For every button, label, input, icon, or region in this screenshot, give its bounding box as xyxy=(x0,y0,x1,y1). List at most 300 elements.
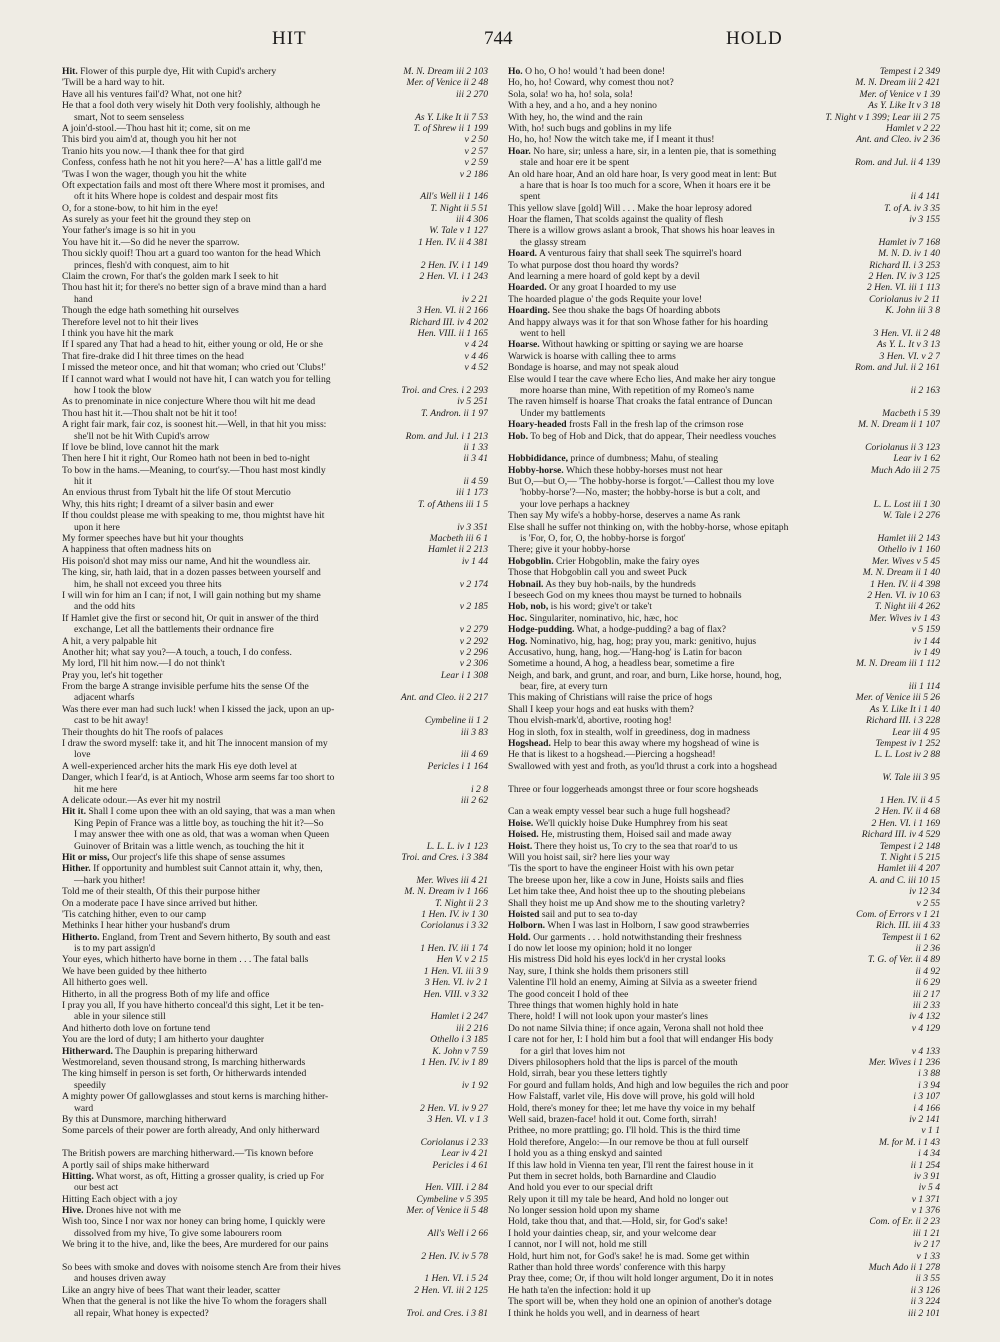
quotation-text: From the barge A strange invisible perfume hits the sense Of the xyxy=(62,681,309,693)
concordance-line xyxy=(508,681,940,692)
right-column xyxy=(508,66,940,1322)
quotation-text: I will win for him an I can; if not, I will gain nothing but my shame xyxy=(62,589,321,601)
quotation-text: Hitting Each object with a joy xyxy=(62,1193,178,1205)
concordance-line xyxy=(62,1182,488,1193)
quotation-text: Then say My wife's a hobby-horse, deserves a name As rank xyxy=(508,510,741,522)
play-reference: iv 3 155 xyxy=(909,214,940,226)
quotation-text: All hitherto goes well. xyxy=(62,977,148,989)
quotation-text: Well said, brazen-face! hold it out. Come forth, sirrah! xyxy=(508,1113,717,1125)
quotation-text: No longer session hold upon my shame xyxy=(508,1205,660,1217)
play-reference: Hamlet v 2 22 xyxy=(885,122,940,134)
quotation-text: This yellow slave [gold] Will . . . Make the hoar leprosy adored xyxy=(508,202,752,214)
concordance-line xyxy=(62,339,488,350)
play-reference: Tempest i 2 148 xyxy=(879,840,940,852)
play-reference: T. of Shrew ii 1 199 xyxy=(413,122,488,134)
concordance-line xyxy=(62,362,488,373)
play-reference: v 4 46 xyxy=(464,350,488,362)
concordance-line xyxy=(62,1194,488,1205)
play-reference: iv 2 21 xyxy=(461,293,488,305)
concordance-line xyxy=(62,590,488,601)
play-reference: ii 3 126 xyxy=(910,1284,940,1296)
headword: Holborn. xyxy=(508,920,546,932)
concordance-line xyxy=(508,875,940,886)
concordance-line xyxy=(508,852,940,863)
quotation-text: I may answer thee with one as old, that was a woman when Queen xyxy=(74,829,330,841)
play-reference: i 2 8 xyxy=(470,783,488,795)
concordance-line xyxy=(508,1057,940,1068)
play-reference: Hamlet iii 4 207 xyxy=(877,863,940,875)
headword: Ho. xyxy=(508,66,523,77)
quotation-text: Confess, confess hath he not hit you here?—A' has a little gall'd me xyxy=(62,157,322,169)
quotation-text: 'Twill be a hard way to hit. xyxy=(62,77,165,89)
headword: Hitherward. xyxy=(62,1045,113,1057)
quotation-text: Ho, ho, ho! Now the witch take me, if I meant it thus! xyxy=(508,134,715,146)
play-reference: Lear iv 4 21 xyxy=(441,1148,488,1160)
concordance-line xyxy=(62,146,488,157)
quotation-text: There, hold! I will not look upon your master's lines xyxy=(508,1011,708,1023)
quotation-text: To what purpose dost thou hoard thy words? xyxy=(508,259,679,271)
quotation-text: I cannot, nor I will not, hold me still xyxy=(508,1239,648,1251)
concordance-line xyxy=(508,977,940,988)
concordance-line xyxy=(62,180,488,191)
play-reference: Cymbeline v 5 395 xyxy=(416,1193,488,1205)
play-reference: 2 Hen. VI. iv 9 27 xyxy=(420,1102,488,1114)
quotation-text: Hoar the flamen, That scolds against the quality of flesh xyxy=(508,214,724,226)
play-reference: v 1 376 xyxy=(911,1205,940,1217)
concordance-line xyxy=(62,556,488,567)
concordance-line xyxy=(62,66,488,77)
quotation-text: Hoar. No hare, sir; unless a hare, sir, in a lenten pie, that is something xyxy=(508,145,777,157)
concordance-line xyxy=(62,1000,488,1011)
headword: Hoard. xyxy=(508,248,538,260)
quotation-text: —hark you hither! xyxy=(74,874,146,886)
concordance-line xyxy=(508,157,940,168)
play-reference: T. of Athens iii 1 5 xyxy=(417,498,488,510)
quotation-text: Pray thee, come; Or, if thou wilt hold longer argument, Do it in notes xyxy=(508,1273,774,1285)
concordance-line xyxy=(508,863,940,874)
concordance-line xyxy=(508,886,940,897)
quotation-text: she'll not be hit With Cupid's arrow xyxy=(74,430,210,442)
concordance-line xyxy=(62,1046,488,1057)
quotation-text: We have been guided by thee hitherto xyxy=(62,965,207,977)
concordance-line xyxy=(62,396,488,407)
play-reference: iii 1 173 xyxy=(456,487,488,499)
concordance-line xyxy=(508,1023,940,1034)
concordance-line xyxy=(508,328,940,339)
play-reference: Richard III. i 3 228 xyxy=(866,715,940,727)
play-reference: Mer. Wives iv 1 43 xyxy=(869,612,940,624)
concordance-line xyxy=(508,487,940,498)
quotation-text: Nay, sure, I think she holds them prisoners still xyxy=(508,965,689,977)
concordance-line xyxy=(508,248,940,259)
quotation-text: A hit, a very palpable hit xyxy=(62,635,157,647)
quotation-text: spent xyxy=(520,191,541,203)
concordance-line xyxy=(62,749,488,760)
quotation-text: With hey, ho, the wind and the rain xyxy=(508,111,643,123)
quotation-text: Some parcels of their power are forth already, And only hitherward xyxy=(62,1125,320,1137)
quotation-text: 'Twas I won the wager, though you hit the white xyxy=(62,168,247,180)
headword: Hobbididance, xyxy=(508,453,568,465)
play-reference: M. N. D. iv 1 40 xyxy=(878,248,940,260)
concordance-line xyxy=(62,203,488,214)
play-reference: v 4 24 xyxy=(464,339,488,351)
play-reference: K. John iii 3 8 xyxy=(885,305,940,317)
concordance-line xyxy=(62,1296,488,1307)
play-reference: Othello i 3 185 xyxy=(430,1034,488,1046)
quotation-text: I pray you all, If you have hitherto conceal'd this sight, Let it be ten- xyxy=(62,1000,324,1012)
quotation-text: ward xyxy=(74,1102,94,1114)
quotation-text: With a hey, and a ho, and a hey nonino xyxy=(508,100,657,112)
concordance-line xyxy=(62,784,488,795)
quotation-text: Hive. Drones hive not with me xyxy=(62,1205,181,1217)
play-reference: 2 Hen. VI. iii 2 125 xyxy=(414,1284,488,1296)
concordance-line xyxy=(62,248,488,259)
concordance-line xyxy=(62,191,488,202)
concordance-line xyxy=(62,282,488,293)
quotation-text: There; give it your hobby-horse xyxy=(508,544,631,556)
concordance-line xyxy=(508,613,940,624)
play-reference: L. L. L. iv 1 123 xyxy=(426,840,488,852)
concordance-line xyxy=(508,567,940,578)
play-reference: Pericles i 1 164 xyxy=(427,760,488,772)
concordance-line xyxy=(62,704,488,715)
concordance-line xyxy=(62,260,488,271)
play-reference: T. Night i 5 215 xyxy=(880,851,940,863)
quotation-text: If Hamlet give the first or second hit, Or quit in answer of the third xyxy=(62,612,319,624)
headword: Hobby-horse. xyxy=(508,464,564,476)
quotation-text: Can a weak empty vessel bear such a huge full hogshead? xyxy=(508,806,731,818)
quotation-text: Swallowed with yest and froth, as you'ld thrust a cork into a hogshead xyxy=(508,760,777,772)
headword: Hitting. xyxy=(62,1170,94,1182)
concordance-line xyxy=(62,1251,488,1262)
quotation-text: I do now let loose my opinion; hold it no longer xyxy=(508,943,692,955)
concordance-line xyxy=(508,431,940,442)
quotation-text: The king himself in person is set forth, Or hitherwards intended xyxy=(62,1068,307,1080)
quotation-text: Another hit; what say you?—A touch, a touch, I do confess. xyxy=(62,646,292,658)
concordance-line xyxy=(508,351,940,362)
concordance-line xyxy=(508,590,940,601)
concordance-line xyxy=(508,1308,940,1319)
header-left-headword: HIT xyxy=(272,28,307,49)
play-reference: Hamlet iii 2 143 xyxy=(877,533,940,545)
play-reference: Coriolanus ii 3 123 xyxy=(865,441,940,453)
play-reference: W. Tale i 2 276 xyxy=(882,510,940,522)
concordance-line xyxy=(508,396,940,407)
play-reference: Tempest i 2 349 xyxy=(879,66,940,77)
quotation-text: dissolved from my hive, To give some labourers room xyxy=(74,1227,282,1239)
concordance-line xyxy=(62,920,488,931)
quotation-text: the glassy stream xyxy=(520,236,587,248)
concordance-line xyxy=(508,294,940,305)
concordance-line xyxy=(508,271,940,282)
quotation-text: Hodge-pudding. What, a hodge-pudding? a bag of flax? xyxy=(508,624,727,636)
quotation-text: Hogshead. Help to bear this away where my hogshead of wine is xyxy=(508,738,760,750)
concordance-line xyxy=(62,966,488,977)
concordance-line xyxy=(508,1000,940,1011)
play-reference: ii 3 41 xyxy=(463,453,488,465)
quotation-text: Shall I keep your hogs and eat husks with them? xyxy=(508,703,694,715)
concordance-line xyxy=(62,1068,488,1079)
concordance-line xyxy=(508,989,940,1000)
quotation-text: There is a willow grows aslant a brook, That shows his hoar leaves in xyxy=(508,225,775,237)
concordance-line xyxy=(62,214,488,225)
headword: Hold. xyxy=(508,931,531,943)
play-reference: Much Ado iii 2 75 xyxy=(870,464,940,476)
quotation-text: I think you have hit the mark xyxy=(62,327,174,339)
quotation-text: How Falstaff, varlet vile, His dove will prove, his gold will hold xyxy=(508,1091,755,1103)
concordance-line xyxy=(508,1216,940,1227)
quotation-text: oft it hits Where hope is coldest and despair most fits xyxy=(74,191,278,203)
quotation-text: If this law hold in Vienna ten year, I'll rent the fairest house in it xyxy=(508,1159,754,1171)
concordance-line xyxy=(62,681,488,692)
concordance-line xyxy=(508,772,940,783)
quotation-text: A well-experienced archer hits the mark His eye doth level at xyxy=(62,760,297,772)
concordance-line xyxy=(62,658,488,669)
quotation-text: Hitherto. England, from Trent and Severn hitherto, By south and east xyxy=(62,931,331,943)
concordance-line xyxy=(62,1137,488,1148)
quotation-text: 'Tis catching hither, even to our camp xyxy=(62,908,207,920)
play-reference: iii 3 83 xyxy=(460,726,488,738)
quotation-text: I hold your dainties cheap, sir, and your welcome dear xyxy=(508,1227,717,1239)
quotation-text: I hold you as a thing enskyd and sainted xyxy=(508,1148,663,1160)
quotation-text: Hoary-headed frosts Fall in the fresh lap of the crimson rose xyxy=(508,419,744,431)
concordance-line xyxy=(62,169,488,180)
concordance-line xyxy=(62,305,488,316)
concordance-line xyxy=(62,1057,488,1068)
concordance-line xyxy=(508,146,940,157)
play-reference: T. Andron. ii 1 97 xyxy=(421,407,488,419)
play-reference: Mer. of Venice v 1 39 xyxy=(859,88,940,100)
quotation-text: If love be blind, love cannot hit the mark xyxy=(62,441,219,453)
concordance-line xyxy=(508,374,940,385)
play-reference: iv 2 17 xyxy=(913,1239,940,1251)
play-reference: Coriolanus iv 2 11 xyxy=(869,293,940,305)
quotation-text: more hoarse than mine, With repetition of my Romeo's name xyxy=(520,384,755,396)
concordance-line xyxy=(62,225,488,236)
concordance-line xyxy=(62,624,488,635)
play-reference: Mer. Wives v 5 45 xyxy=(872,555,940,567)
concordance-line xyxy=(508,829,940,840)
concordance-line xyxy=(508,966,940,977)
play-reference: 3 Hen. VI. iv 2 1 xyxy=(424,977,488,989)
play-reference: v 2 279 xyxy=(459,624,488,636)
concordance-line xyxy=(62,647,488,658)
quotation-text: A portly sail of ships make hitherward xyxy=(62,1159,210,1171)
quotation-text: Rather than hold three words' conference with this harpy xyxy=(508,1262,726,1274)
play-reference: Coriolanus i 3 32 xyxy=(420,920,488,932)
quotation-text: Hoarded. Or any groat I hoarded to my use xyxy=(508,282,677,294)
concordance-line xyxy=(508,1194,940,1205)
quotation-text: You have hit it.—So did he never the sparrow. xyxy=(62,236,240,248)
play-reference: iii 2 216 xyxy=(456,1022,488,1034)
play-reference: v 2 50 xyxy=(464,134,488,146)
concordance-line xyxy=(62,841,488,852)
quotation-text: Hold, hurt him not, for God's sake! he is mad. Some get within xyxy=(508,1250,750,1262)
quotation-text: Hoarding. See thou shake the bags Of hoarding abbots xyxy=(508,305,721,317)
concordance-line xyxy=(508,499,940,510)
concordance-line xyxy=(62,123,488,134)
concordance-line xyxy=(508,761,940,772)
quotation-text: Hold therefore, Angelo:—In our remove be thou at full ourself xyxy=(508,1136,749,1148)
concordance-line xyxy=(62,544,488,555)
quotation-text: Hog in sloth, fox in stealth, wolf in greediness, dog in madness xyxy=(508,726,750,738)
headword: Hobnail. xyxy=(508,578,544,590)
play-reference: iii 2 101 xyxy=(908,1307,940,1319)
play-reference: T. Night ii 5 51 xyxy=(430,202,488,214)
play-reference: T. of A. iv 3 35 xyxy=(884,202,940,214)
play-reference: Lear iii 4 95 xyxy=(892,726,940,738)
concordance-line xyxy=(62,636,488,647)
play-reference: Othello iv 1 160 xyxy=(877,544,940,556)
concordance-line xyxy=(62,351,488,362)
quotation-text: Have all his ventures fail'd? What, not one hit? xyxy=(62,88,242,100)
play-reference: iv 4 132 xyxy=(909,1011,940,1023)
quotation-text: Hobby-horse. Which these hobby-horses must not hear xyxy=(508,464,723,476)
concordance-line xyxy=(62,761,488,772)
play-reference: i 3 94 xyxy=(918,1079,940,1091)
quotation-text: Was there ever man had such luck! when I kissed the jack, upon an up- xyxy=(62,703,335,715)
concordance-line xyxy=(508,544,940,555)
play-reference: i 3 107 xyxy=(913,1091,940,1103)
headword: Hoarded. xyxy=(508,282,547,294)
play-reference: L. L. Lost iii 1 30 xyxy=(873,498,940,510)
play-reference: Com. of Errors v 1 21 xyxy=(856,908,940,920)
headword: Hither. xyxy=(62,863,91,875)
headword: Hit it. xyxy=(62,806,86,818)
headword: Hitherto. xyxy=(62,931,100,943)
play-reference: M. N. Dream iv 1 166 xyxy=(404,886,488,898)
play-reference: v 5 159 xyxy=(911,624,940,636)
quotation-text: Hobbididance, prince of dumbness; Mahu, of stealing xyxy=(508,453,718,465)
quotation-text: Hob, nob, is his word; give't or take't xyxy=(508,601,652,613)
headword: Hogshead. xyxy=(508,738,551,750)
concordance-line xyxy=(62,1308,488,1319)
header-right-headword: HOLD xyxy=(726,28,783,49)
play-reference: Macbeth i 5 39 xyxy=(882,407,940,419)
concordance-line xyxy=(62,1160,488,1171)
play-reference: iv 5 4 xyxy=(918,1182,940,1194)
play-reference: Lear iv 1 62 xyxy=(893,453,940,465)
quotation-text: Holborn. When I was last in Holborn, I saw good strawberries xyxy=(508,920,750,932)
concordance-line xyxy=(508,180,940,191)
concordance-line xyxy=(62,1285,488,1296)
quotation-text: I missed the meteor once, and hit that woman; who cried out 'Clubs!' xyxy=(62,362,326,374)
concordance-line xyxy=(62,898,488,909)
quotation-text: Hobgoblin. Crier Hobgoblin, make the fairy oyes xyxy=(508,555,700,567)
play-reference: T. Night iii 4 262 xyxy=(874,601,940,613)
quotation-text: Neigh, and bark, and grunt, and roar, and burn, Like horse, hound, hog, xyxy=(508,669,782,681)
quotation-text: smart, Not to seem senseless xyxy=(74,111,185,123)
quotation-text: The sport will be, when they hold one an opinion of another's dotage xyxy=(508,1296,772,1308)
play-reference: Macbeth iii 6 1 xyxy=(429,533,488,545)
play-reference: M. N. Dream ii 1 40 xyxy=(862,567,940,579)
play-reference: 1 Hen. IV. ii 4 381 xyxy=(418,236,488,248)
play-reference: iv 1 44 xyxy=(461,555,488,567)
headword: Hodge-pudding. xyxy=(508,624,575,636)
quotation-text: He that a fool doth very wisely hit Doth very foolishly, although he xyxy=(62,100,321,112)
page-header xyxy=(0,28,1000,58)
play-reference: v 2 59 xyxy=(464,157,488,169)
quotation-text: My former speeches have but hit your thoughts xyxy=(62,533,244,545)
play-reference: 2 Hen. VI. iv 10 63 xyxy=(867,589,940,601)
quotation-text: The British powers are marching hitherward.—'Tis known before xyxy=(62,1148,314,1160)
concordance-line xyxy=(508,1046,940,1057)
play-reference: 3 Hen. VI. ii 2 48 xyxy=(873,327,940,339)
quotation-text: He hath ta'en the infection: hold it up xyxy=(508,1284,651,1296)
play-reference: ii 4 59 xyxy=(463,476,488,488)
quotation-text: Hoc. Singulariter, nominativo, hic, hæc, hoc xyxy=(508,612,679,624)
concordance-line xyxy=(62,670,488,681)
quotation-text: So bees with smoke and doves with noisome stench Are from their hives xyxy=(62,1262,341,1274)
quotation-text: Hoard. A venturous fairy that shall seek The squirrel's hoard xyxy=(508,248,742,260)
play-reference: 3 Hen. VI. v 2 7 xyxy=(879,350,940,362)
quotation-text: speedily xyxy=(74,1079,106,1091)
concordance-line xyxy=(62,522,488,533)
play-reference: iv 3 351 xyxy=(457,521,488,533)
concordance-line xyxy=(508,1160,940,1171)
concordance-line xyxy=(62,271,488,282)
quotation-text: The breese upon her, like a cow in June, Hoists sails and flies xyxy=(508,874,744,886)
quotation-text: him, he shall not exceed you three hits xyxy=(74,578,222,590)
quotation-text: Hoise. We'll quickly hoise Duke Humphrey from his seat xyxy=(508,817,728,829)
quotation-text: Hold, take thou that, and that.—Hold, sir, for God's sake! xyxy=(508,1216,728,1228)
play-reference: i 4 166 xyxy=(913,1102,940,1114)
play-reference: v 1 371 xyxy=(911,1193,940,1205)
quotation-text: Put them in secret holds, both Barnardine and Claudio xyxy=(508,1170,717,1182)
quotation-text: Your father's image is so hit in you xyxy=(62,225,196,237)
concordance-line xyxy=(62,431,488,442)
play-reference: Pericles i 4 61 xyxy=(432,1159,488,1171)
concordance-line xyxy=(62,601,488,612)
headword: Hob, nob, xyxy=(508,601,549,613)
quotation-text: Shall they hoist me up And show me to the shouting varletry? xyxy=(508,897,745,909)
concordance-line xyxy=(508,237,940,248)
headword: Hive. xyxy=(62,1205,84,1217)
concordance-line xyxy=(62,1114,488,1125)
play-reference: Hamlet ii 2 213 xyxy=(428,544,488,556)
quotation-text: Those that Hobgoblin call you and sweet Puck xyxy=(508,567,687,579)
concordance-line xyxy=(508,647,940,658)
play-reference: iii 4 306 xyxy=(456,214,488,226)
concordance-line xyxy=(508,419,940,430)
headword: Hoist. xyxy=(508,840,533,852)
headword: Hit or miss, xyxy=(62,851,110,863)
quotation-text: He that is likest to a hogshead.—Piercing a hogshead! xyxy=(508,749,716,761)
play-reference: ii 1 33 xyxy=(463,441,488,453)
quotation-text: went to hell xyxy=(520,327,566,339)
quotation-text: Else would I tear the cave where Echo lies, And make her airy tongue xyxy=(508,373,776,385)
play-reference: i 4 34 xyxy=(918,1148,940,1160)
concordance-line xyxy=(62,1080,488,1091)
concordance-line xyxy=(508,169,940,180)
play-reference: 1 Hen. VI. iii 3 9 xyxy=(423,965,488,977)
concordance-line xyxy=(62,579,488,590)
concordance-line xyxy=(508,1068,940,1079)
quotation-text: and the odd hits xyxy=(74,601,136,613)
play-reference: Tempest ii 1 62 xyxy=(881,931,940,943)
play-reference: Hen V. v 2 15 xyxy=(436,954,488,966)
quotation-text: Else shall he suffer not thinking on, with the hobby-horse, whose epitaph xyxy=(508,521,789,533)
quotation-text: Oft expectation fails and most oft there Where most it promises, and xyxy=(62,179,325,191)
play-reference: ii 1 254 xyxy=(910,1159,940,1171)
concordance-line xyxy=(508,841,940,852)
concordance-line xyxy=(62,419,488,430)
concordance-line xyxy=(62,943,488,954)
quotation-text: And learning a mere hoard of gold kept by a devil xyxy=(508,271,700,283)
concordance-line xyxy=(62,510,488,521)
concordance-line xyxy=(62,1205,488,1216)
quotation-text: Under my battlements xyxy=(520,407,606,419)
